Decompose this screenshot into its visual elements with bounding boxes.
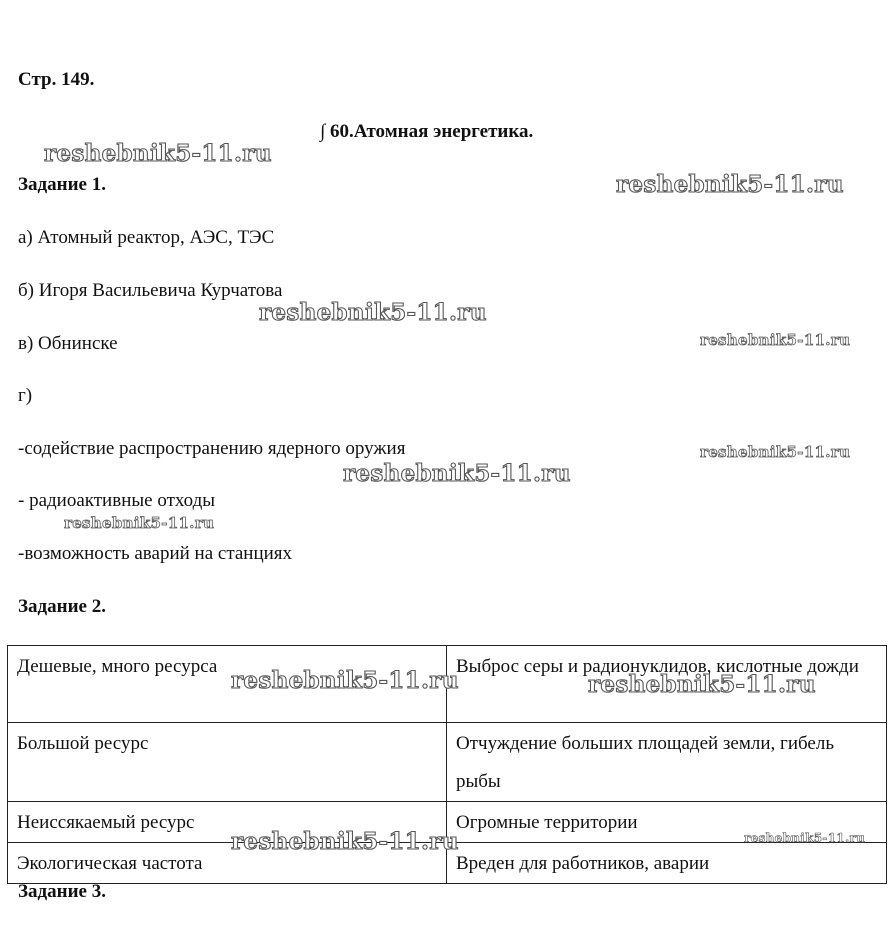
table-cell: Большой ресурс: [8, 723, 447, 802]
task1-bullet: -содействие распространению ядерного оружия: [18, 438, 406, 459]
table-cell: Выброс серы и радионуклидов, кислотные дожди: [447, 646, 887, 723]
page-number: Стр. 149.: [18, 69, 95, 90]
next-heading-cut: Задание 3.: [18, 881, 106, 902]
table-cell: Вреден для работников, аварии: [447, 843, 887, 884]
watermark: reshebnik5-11.ru: [231, 667, 459, 694]
table-cell: Экологическая частота: [8, 843, 447, 884]
watermark: reshebnik5-11.ru: [343, 460, 571, 487]
task1-answer-b: б) Игоря Васильевича Курчатова: [18, 280, 283, 301]
watermark: reshebnik5-11.ru: [259, 299, 487, 326]
table-cell: Отчуждение больших площадей земли, гибель рыбы: [447, 723, 887, 802]
task1-bullet: - радиоактивные отходы: [18, 490, 216, 511]
task1-heading: Задание 1.: [18, 174, 106, 195]
watermark: reshebnik5-11.ru: [700, 443, 851, 461]
section-title: ∫ 60.Атомная энергетика.: [320, 121, 534, 142]
watermark: reshebnik5-11.ru: [744, 831, 866, 845]
watermark: reshebnik5-11.ru: [64, 514, 215, 532]
task1-bullet: -возможность аварий на станциях: [18, 543, 293, 564]
table-cell: Огромные территории: [447, 802, 887, 843]
watermark: reshebnik5-11.ru: [44, 140, 272, 167]
table-cell: Неиссякаемый ресурс: [8, 802, 447, 843]
task1-answer-d: г): [18, 385, 33, 406]
watermark: reshebnik5-11.ru: [588, 671, 816, 698]
watermark: reshebnik5-11.ru: [616, 171, 844, 198]
task2-heading: Задание 2.: [18, 596, 106, 617]
table-cell: Дешевые, много ресурса: [8, 646, 447, 723]
watermark: reshebnik5-11.ru: [700, 331, 851, 349]
watermark: reshebnik5-11.ru: [231, 828, 459, 855]
table-row: [8, 723, 887, 802]
task1-answer-a: а) Атомный реактор, АЭС, ТЭС: [18, 227, 275, 248]
task1-answer-c: в) Обнинске: [18, 333, 118, 354]
